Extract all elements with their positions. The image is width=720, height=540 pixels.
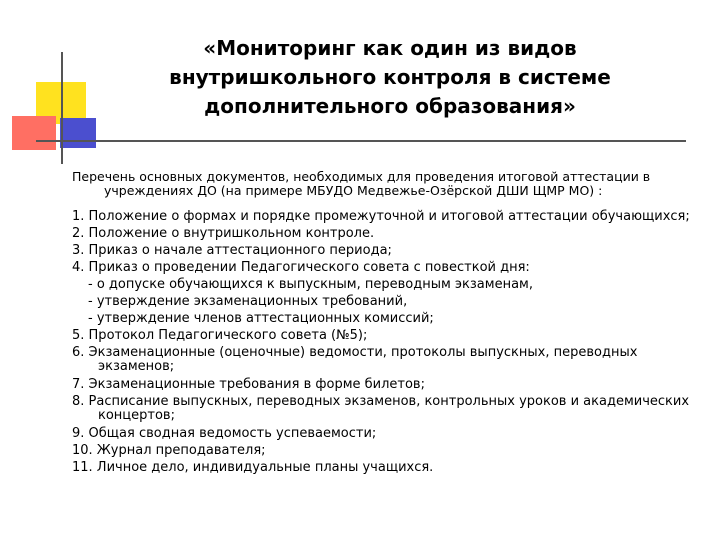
list-item-line: 6. Экзаменационные (оценочные) ведомости, протоколы выпускных, переводных [72, 345, 638, 360]
title-line: внутришкольного контроля в системе [169, 65, 611, 89]
list-item: 10. Журнал преподавателя; [72, 443, 266, 458]
list-item-line: 8. Расписание выпускных, переводных экзаменов, контрольных уроков и академических [72, 394, 690, 409]
decor-red-square [12, 116, 56, 150]
list-subitem: - утверждение экзаменационных требований, [88, 294, 408, 309]
intro-paragraph [72, 170, 662, 198]
list-item [72, 346, 702, 374]
decor-horizontal-line [36, 140, 686, 142]
list-item: 7. Экзаменационные требования в форме билетов; [72, 377, 425, 392]
title-line: дополнительного образования» [204, 94, 576, 118]
list-subitem: - о допуске обучающихся к выпускным, переводным экзаменам, [88, 277, 533, 292]
list-item [72, 395, 702, 423]
decor-blue-square [60, 118, 96, 148]
list-item: 9. Общая сводная ведомость успеваемости; [72, 426, 377, 441]
list-item-line: экзаменов; [98, 359, 175, 374]
list-item: 3. Приказ о начале аттестационного периода; [72, 243, 392, 258]
intro-line: учреждениях ДО (на примере МБУДО Медвежье-Озёрской ДШИ ЩМР МО) : [104, 183, 603, 198]
list-item: 1. Положение о формах и порядке промежуточной и итоговой аттестации обучающихся; [72, 209, 690, 224]
list-item-line: концертов; [98, 408, 175, 423]
slide-title [140, 34, 640, 121]
intro-line: Перечень основных документов, необходимых для проведения итоговой аттестации в [72, 169, 651, 184]
decor-vertical-line [61, 52, 63, 164]
list-item: 2. Положение о внутришкольном контроле. [72, 226, 375, 241]
list-item: 5. Протокол Педагогического совета (№5); [72, 328, 368, 343]
title-line: «Мониторинг как один из видов [203, 36, 577, 60]
documents-list [72, 208, 702, 476]
list-item: 4. Приказ о проведении Педагогического совета с повесткой дня: [72, 260, 530, 275]
list-item: 11. Личное дело, индивидуальные планы учащихся. [72, 460, 434, 475]
list-subitem: - утверждение членов аттестационных комиссий; [88, 311, 434, 326]
